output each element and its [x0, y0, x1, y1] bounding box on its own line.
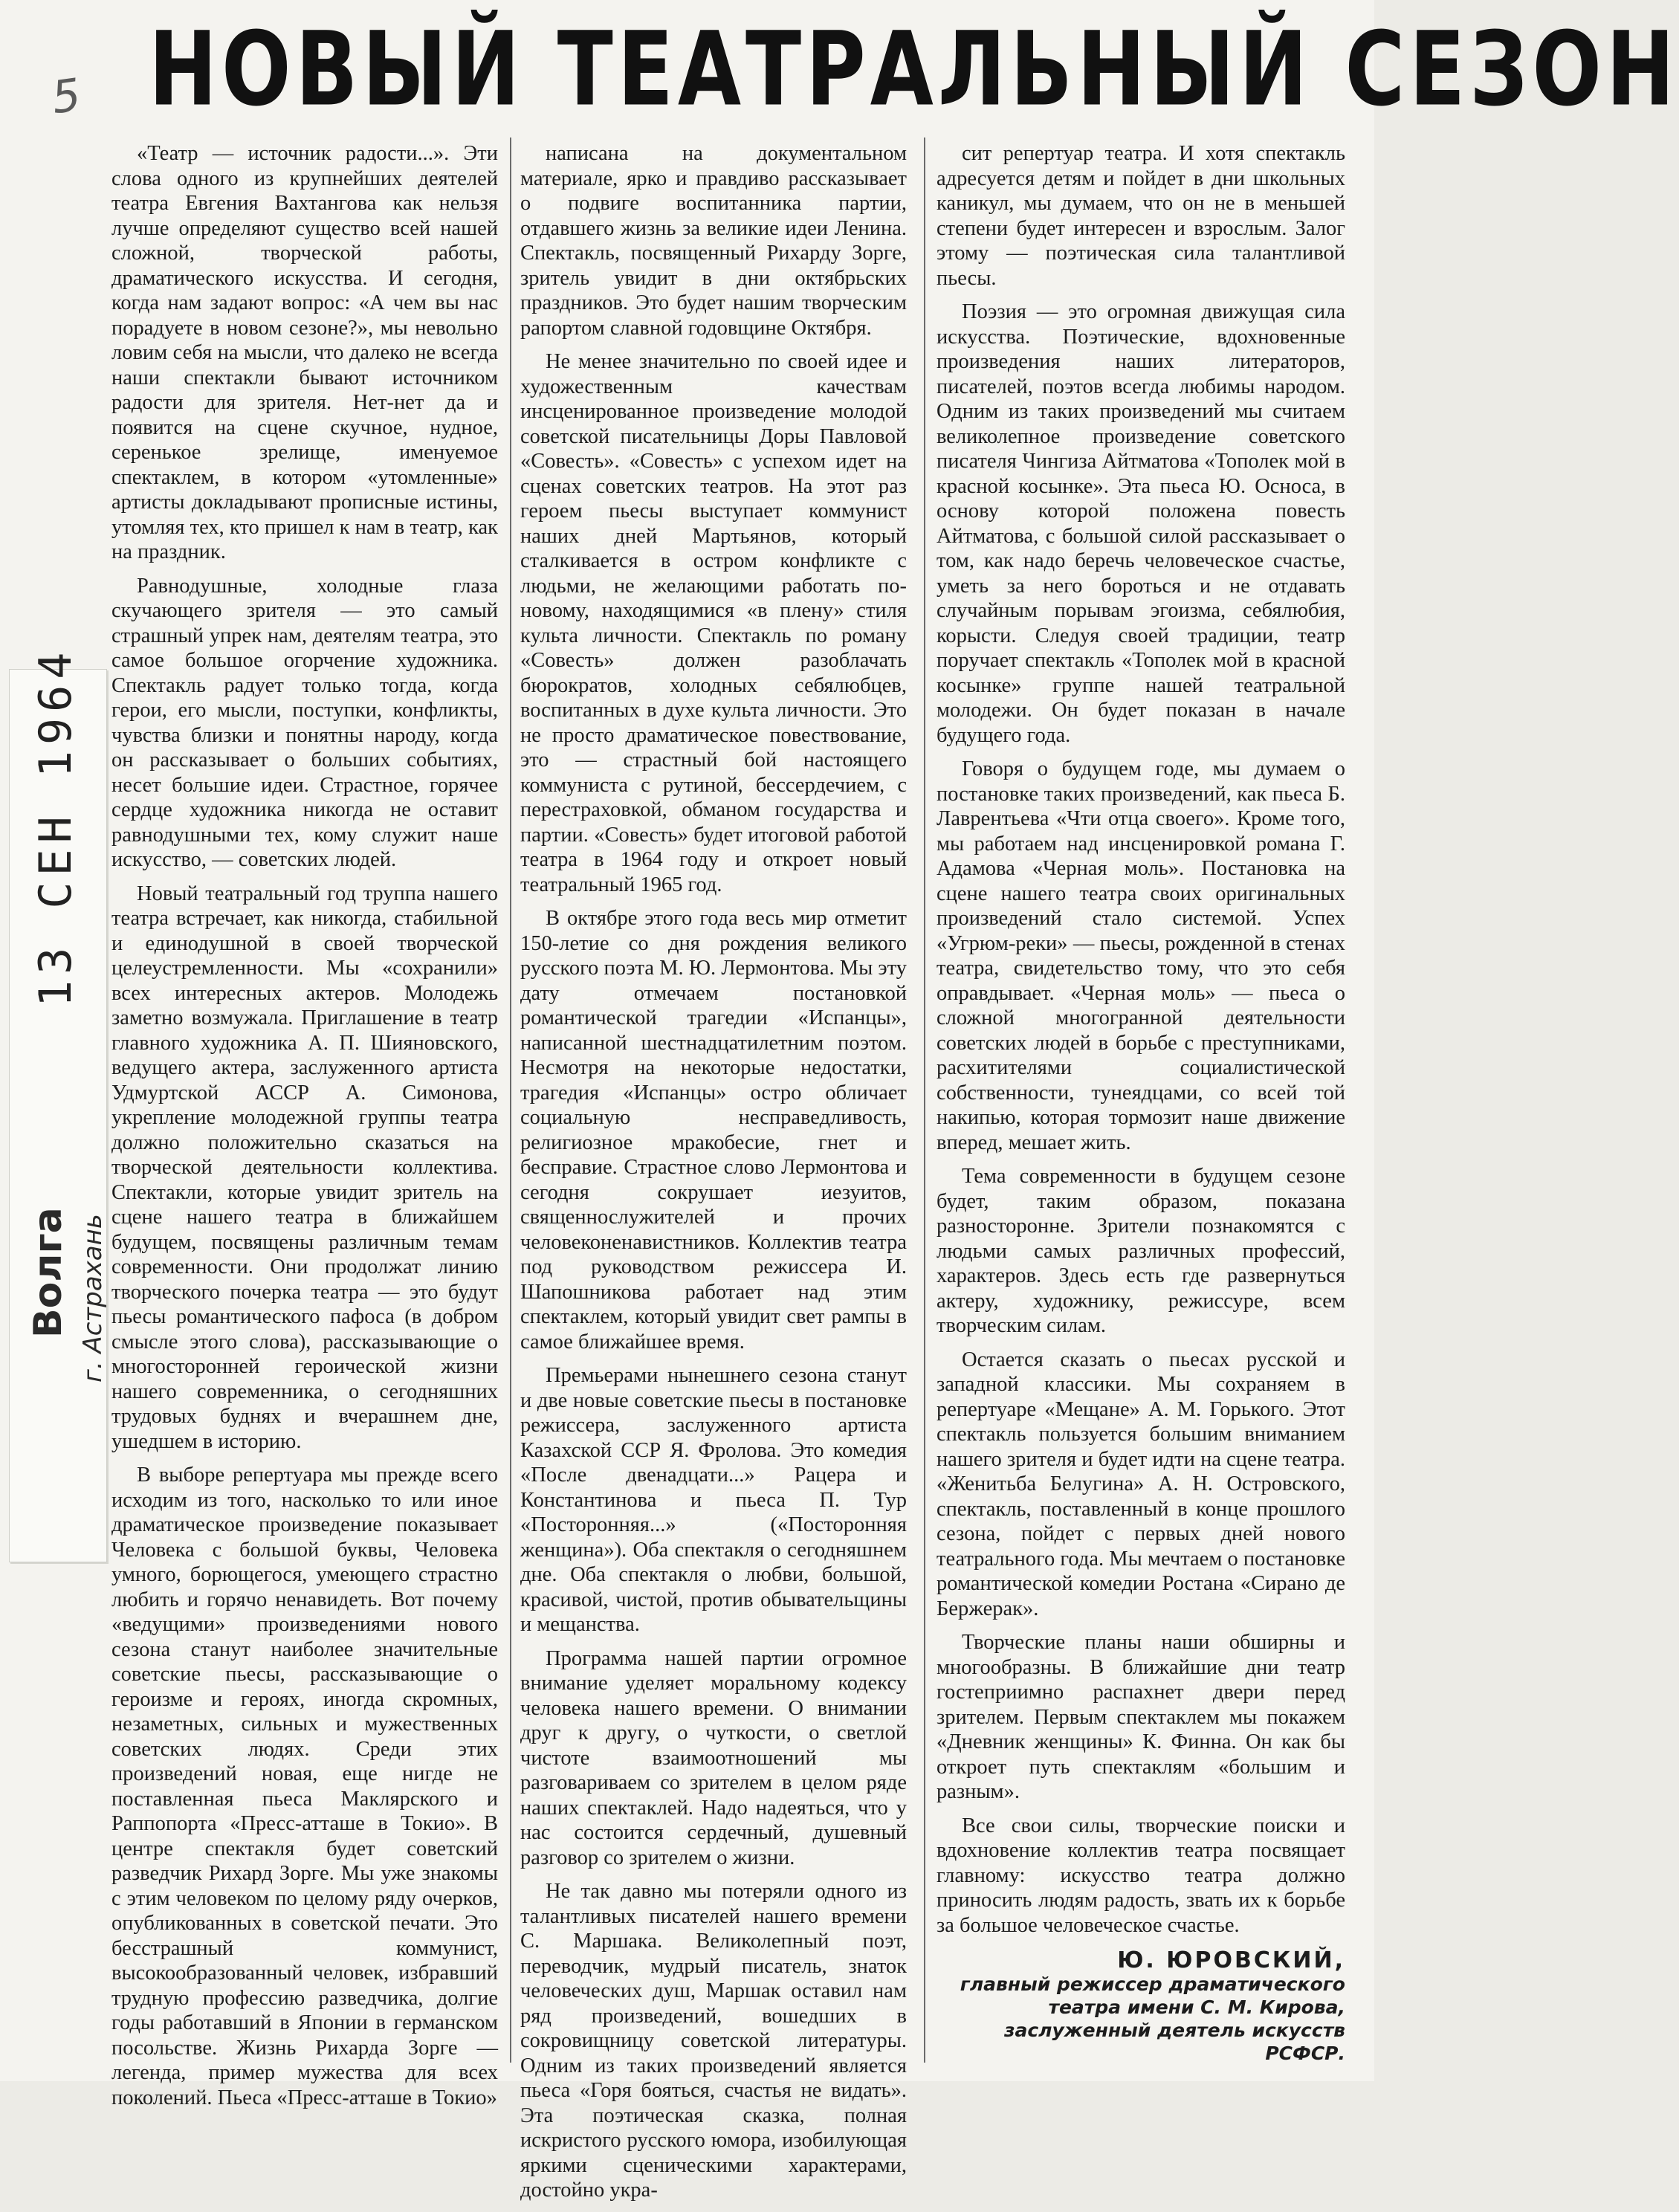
author-role: РСФСР. [1265, 2043, 1345, 2064]
source-city: г. Астрахань [78, 1214, 108, 1382]
paragraph: Равнодушные, холодные глаза скучающего зрителя — это самый страшный упрек нам, деятелям театра, это самое большое огорчение художника. Спектакль радует только тогда, когда герои, его мысли, поступки, конфликты, чувства близки и понятны народу, когда он рассказывает о больших событиях, несет большие идеи. Страстное, горячее сердце художника никогда не оставит равнодушными тех, кому служит наше искусство, — советских людей. [111, 574, 498, 871]
paragraph: В выборе репертуара мы прежде всего исходим из того, насколько то или иное драматическое произведение показывает Человека с большой буквы, Человека умного, борющегося, умеющего страстно любить и горячо ненавидеть. Вот почему «ведущими» произведениями нового сезона станут наиболее значительные советские пьесы, рассказывающие о героизме и героях, иногда скромных, незаметных, сильных и мужественных советских людях. Среди этих произведений новая, еще нигде не поставленная пьеса Маклярского и Раппопорта «Пресс-атташе в Токио». В центре спектакля будет советский разведчик Рихард Зорге. Мы уже знакомы с этим человеком по целому ряду очерков, опубликованных в советской печати. Это бесстрашный коммунист, высокообразованный человек, избравший трудную профессию разведчика, долгие годы работавший в Японии в германском посольстве. Жизнь Рихарда Зорге — легенда, пример мужества для всех поколений. Пьеса «Пресс-атташе в Токио» [111, 1464, 498, 2109]
article-headline: НОВЫЙ ТЕАТРАЛЬНЫЙ СЕЗОН [149, 10, 1679, 129]
author-signature [936, 1948, 1345, 2065]
source-stamp [11, 1100, 108, 1382]
article-column-1 [111, 141, 498, 2119]
article-column-3 [936, 141, 1345, 2065]
paragraph: Все свои силы, творческие поиски и вдохновение коллектив театра посвящает главному: искусство театра должно приносить людям радость, звать их к борьбе за большое человеческое счастье. [936, 1814, 1345, 1937]
paragraph: Тема современности в будущем сезоне будет, таким образом, показана разносторонне. Зрители познакомятся с людьми самых различных профессий, характеров. Здесь есть где развернуться актеру, художнику, режиссуре, всем творческим силам. [936, 1165, 1345, 1337]
column-rule [924, 138, 925, 2063]
column-rule [510, 138, 511, 2063]
article-column-2 [520, 141, 907, 2212]
author-role: театра имени С. М. Кирова, [1048, 1996, 1345, 2018]
paragraph: Программа нашей партии огромное внимание уделяет моральному кодексу человека нашего времени. О внимании друг к другу, о чуткости, о светлой чистоте взаимоотношений мы разговариваем со зрителем в целом ряде наших спектаклей. Надо надеяться, что у нас состоится сердечный, душевный разговор со зрителем о жизни. [520, 1646, 907, 1869]
date-stamp-text: 13 СЕН 1964 [30, 646, 82, 1007]
date-stamp [11, 646, 100, 1011]
paragraph: Не так давно мы потеряли одного из талантливых писателей нашего времени С. Маршака. Великолепный поэт, переводчик, мудрый писатель, знаток человеческих душ, Маршак оставил нам ряд произведений, вошедших в сокровищницу советской литературы. Одним из таких произведений является пьеса «Горя бояться, счастья не видать». Эта поэтическая сказка, полная искристого русского юмора, изобилующая яркими сценическими характерами, достойно укра- [520, 1880, 907, 2202]
paragraph: Творческие планы наши обширны и многообразны. В ближайшие дни театр гостеприимно распахнет двери перед зрителем. Первым спектаклем мы покажем «Дневник женщины» К. Финна. Он как бы откроет путь спектаклям «большим и разным». [936, 1631, 1345, 1803]
paragraph: Говоря о будущем годе, мы думаем о постановке таких произведений, как пьеса Б. Лаврентьева «Чти отца своего». Кроме того, мы работаем над инсценировкой романа Г. Адамова «Черная моль». Постановка на сцене нашего театра своих оригинальных произведений стало системой. Успех «Угрюм-реки» — пьесы, рожденной в стенах театра, свидетельство тому, что это себя оправдывает. «Черная моль» — пьеса о сложной многогранной деятельности советских людей в борьбе с преступниками, расхитителями социалистической собственности, тунеядцами, со всей той накипью, которая тормозит наше движение вперед, мешает жить. [936, 757, 1345, 1154]
author-role: заслуженный деятель искусств [1003, 2019, 1345, 2041]
paragraph: В октябре этого года весь мир отметит 150-летие со дня рождения великого русского поэта М. Ю. Лермонтова. Мы эту дату отмечаем постановкой романтической трагедии «Испанцы», написанной шестнадцатилетним поэтом. Несмотря на некоторые недостатки, трагедия «Испанцы» остро обличает социальную несправедливость, религиозное мракобесие, гнет и бесправие. Страстное слово Лермонтова и сегодня сокрушает иезуитов, священнослужителей и прочих человеконенавистников. Коллектив театра под руководством режиссера И. Шапошникова работает над этим спектаклем, который увидит свет рампы в самое ближайшее время. [520, 907, 907, 1354]
paragraph: Поэзия — это огромная движущая сила искусства. Поэтические, вдохновенные произведения наших литераторов, писателей, поэтов всегда любимы народом. Одним из таких произведений мы считаем великолепное произведение советского писателя Чингиза Айтматова «Тополек мой в красной косынке». Эта пьеса Ю. Осноса, в основу которой положена повесть Айтматова, с большой силой рассказывает о том, как надо беречь человеческое счастье, уметь за него бороться и не отдавать случайным порывам эгоизма, себялюбия, корысти. Следуя своей традиции, театр поручает спектакль «Тополек мой в красной косынке» группе нашей театральной молодежи. Он будет показан в начале будущего года. [936, 300, 1345, 747]
source-name: Волга [26, 1207, 71, 1338]
paragraph: Не менее значительно по своей идее и художественным качествам инсценированное произведение молодой советской писательницы Доры Павловой «Совесть». «Совесть» с успехом идет на сценах советских театров. На этот раз героем пьесы выступает коммунист наших дней Мартьянов, который сталкивается в остром конфликте с людьми, не желающими работать по-новому, находящимися «в плену» стиля культа личности. Спектакль по роману «Совесть» должен разоблачать бюрократов, холодных себялюбцев, воспитанных в духе культа личности. Это не просто драматическое повествование, это — страстный бой настоящего коммуниста с рутиной, бессердечием, с перестраховкой, обманом государства и партии. «Совесть» будет итоговой работой театра в 1964 году и откроет новый театральный 1965 год. [520, 350, 907, 896]
paragraph: Новый театральный год труппа нашего театра встречает, как никогда, стабильной и единодушной в своей творческой целеустремленности. Мы «сохранили» всех интересных актеров. Молодежь заметно возмужала. Приглашение в театр главного художника А. П. Шияновского, ведущего актера, заслуженного артиста Удмуртской АССР А. Симонова, укрепление молодежной группы театра должно положительно сказаться на творческой деятельности коллектива. Спектакли, которые увидит зритель на сцене нашего театра в ближайшем будущем, посвящены различным темам современности. Они продолжат линию творческого почерка театра — это будут пьесы романтического пафоса (в добром смысле этого слова), рассказывающие о многосторонней героической жизни нашего современника, о сегодняшних трудовых буднях и вчерашнем дне, ушедшем в историю. [111, 882, 498, 1453]
pencil-mark: 5 [48, 68, 84, 125]
author-name: Ю. ЮРОВСКИЙ, [1117, 1947, 1345, 1973]
paragraph: «Театр — источник радости...». Эти слова одного из крупнейших деятелей театра Евгения Вахтангова как нельзя лучше определяют существо всей нашей сложной, творческой работы, драматического искусства. И сегодня, когда нам задают вопрос: «А чем вы нас порадуете в новом сезоне?», мы невольно ловим себя на мысли, что далеко не всегда наши спектакли бывают источником радости для зрителя. Нет-нет да и появится на сцене скучное, нудное, серенькое зрелище, именуемое спектаклем, в котором «утомленные» артисты докладывают прописные истины, утомляя тех, кто пришел к нам в театр, как на праздник. [111, 142, 498, 563]
paragraph: сит репертуар театра. И хотя спектакль адресуется детям и пойдет в дни школьных каникул, мы думаем, что он не в меньшей степени будет интересен и взрослым. Залог этому — поэтическая сила талантливой пьесы. [936, 142, 1345, 290]
paragraph: Премьерами нынешнего сезона станут и две новые советские пьесы в постановке режиссера, заслуженного артиста Казахской ССР Я. Фролова. Это комедия «После двенадцати...» Рацера и Константинова и пьеса П. Тур «Посторонняя...» («Посторонняя женщина»). Оба спектакля о сегодняшнем дне. Оба спектакля о любви, большой, красивой, чистой, против обывательщины и мещанства. [520, 1364, 907, 1636]
paragraph: написана на документальном материале, ярко и правдиво рассказывает о подвиге воспитанника партии, отдавшего жизнь за великие идеи Ленина. Спектакль, посвященный Рихарду Зорге, зритель увидит в дни октябрьских праздников. Это будет нашим творческим рапортом славной годовщине Октября. [520, 142, 907, 340]
author-role: главный режиссер драматического [960, 1973, 1345, 1995]
paragraph: Остается сказать о пьесах русской и западной классики. Мы сохраняем в репертуаре «Мещане» А. М. Горького. Этот спектакль пользуется большим вниманием нашего зрителя и будет идти на сцене театра. «Женитьба Белугина» А. Н. Островского, спектакль, поставленный в конце прошлого сезона, пойдет с первых дней нового театрального года. Мы мечтаем о постановке романтической комедии Ростана «Сирано де Бержерак». [936, 1348, 1345, 1620]
